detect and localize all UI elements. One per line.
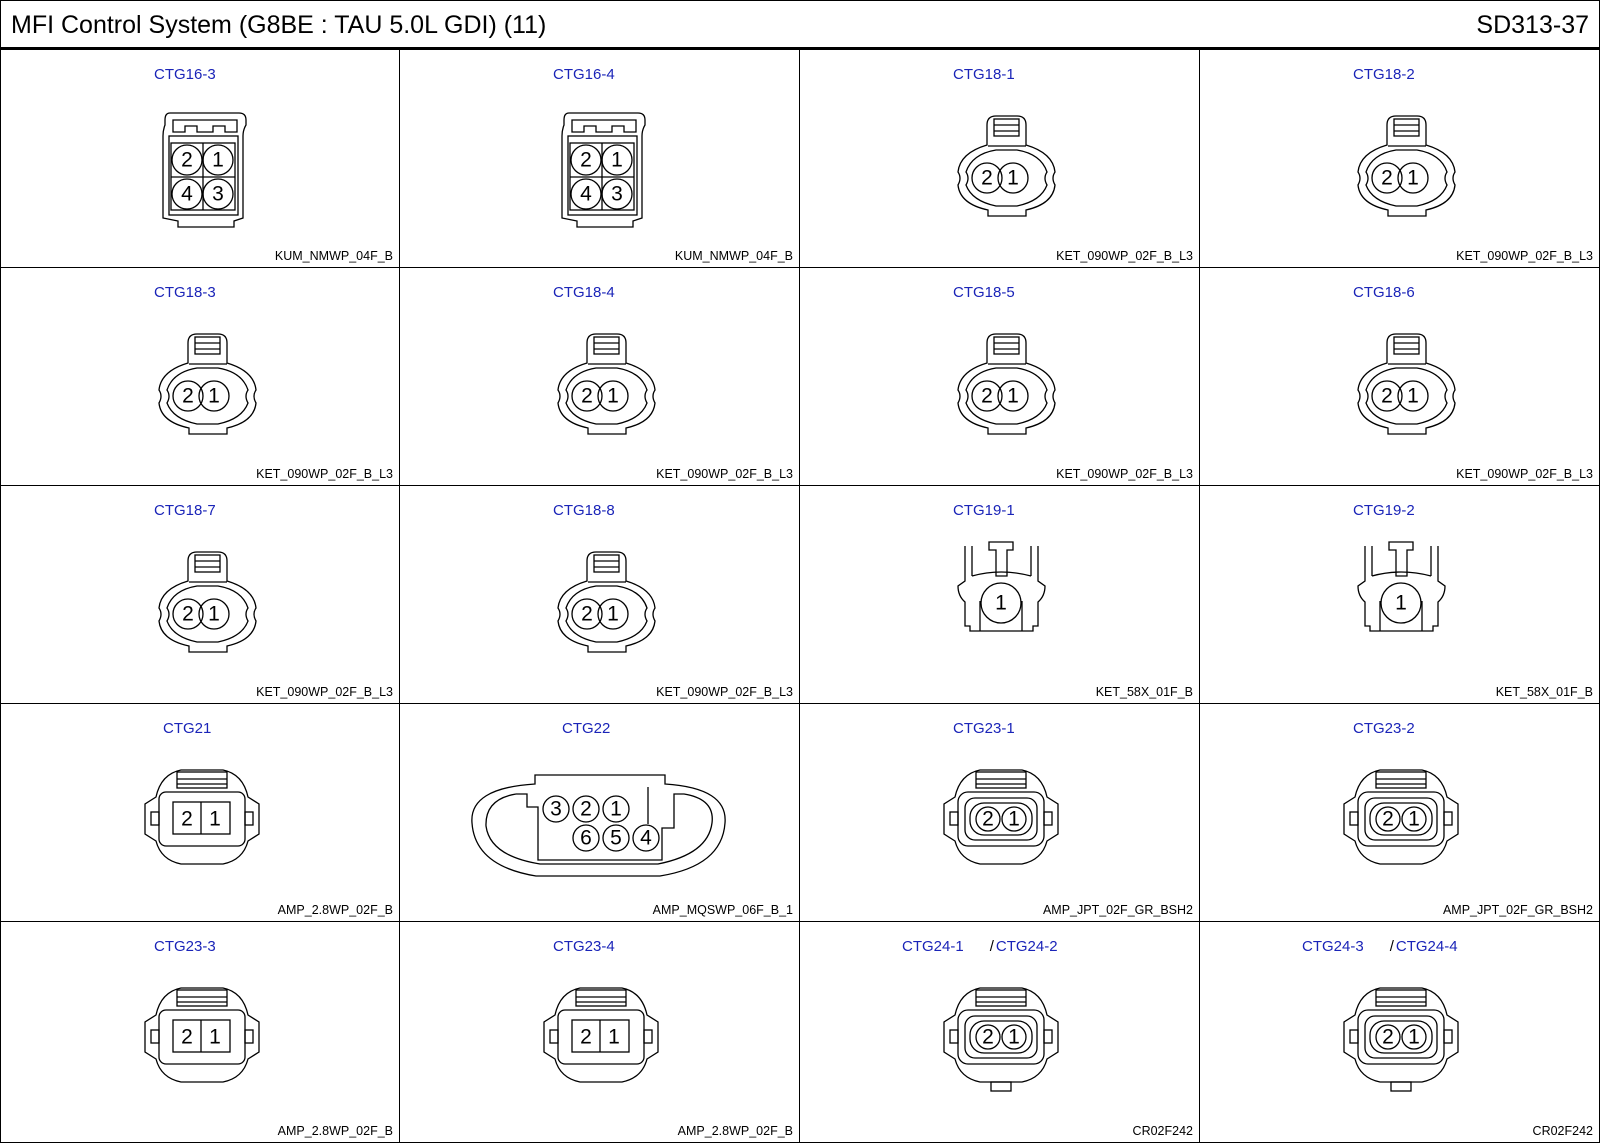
- connector-id: CTG18-7: [154, 502, 216, 519]
- connector-id-alt: CTG24-4: [1395, 938, 1458, 955]
- connector-part-number: KET_090WP_02F_B_L3: [256, 467, 393, 481]
- cr-2pin-connector-icon: [1200, 922, 1600, 1140]
- connector-id: CTG23-3: [154, 938, 216, 955]
- connector-cell: [800, 50, 1200, 268]
- connector-cell: [1200, 486, 1600, 704]
- pin-number: 1: [607, 602, 619, 626]
- pin-number: 1: [208, 384, 220, 408]
- id-separator: /: [1389, 938, 1394, 955]
- pin-number: 2: [1381, 166, 1393, 190]
- ket-2pin-oval-connector-icon: [800, 268, 1200, 486]
- connector-cell: [1200, 922, 1600, 1143]
- connector-cell: [400, 50, 800, 268]
- pin-number: 3: [550, 797, 562, 821]
- pin-number: 1: [1407, 166, 1419, 190]
- pin-number: 2: [1382, 1025, 1394, 1049]
- connector-id: CTG16-3: [154, 66, 216, 83]
- ket-2pin-oval-connector-icon: [800, 50, 1200, 268]
- connector-part-number: KET_090WP_02F_B_L3: [656, 685, 793, 699]
- ket-2pin-oval-connector-icon: [1, 486, 400, 704]
- connector-part-number: AMP_JPT_02F_GR_BSH2: [1442, 903, 1593, 917]
- connector-cell: [1200, 268, 1600, 486]
- pin-number: 1: [1008, 807, 1020, 831]
- page-code: SD313-37: [1476, 11, 1589, 39]
- ket-2pin-oval-connector-icon: [1200, 50, 1600, 268]
- connector-cell: [800, 268, 1200, 486]
- pin-number: 1: [1407, 384, 1419, 408]
- connector-id: CTG24-3: [1302, 938, 1364, 955]
- id-separator: /: [989, 938, 994, 955]
- ket-2pin-oval-connector-icon: [400, 268, 800, 486]
- pin-number: 1: [1008, 1025, 1020, 1049]
- pin-number: 2: [181, 807, 193, 831]
- connector-cell: [1200, 704, 1600, 922]
- connector-grid: [0, 50, 1600, 1143]
- pin-number: 2: [581, 602, 593, 626]
- pin-number: 2: [1381, 384, 1393, 408]
- pin-number: 4: [580, 182, 592, 206]
- pin-number: 4: [181, 182, 193, 206]
- pin-number: 2: [182, 384, 194, 408]
- connector-id-alt: CTG24-2: [995, 938, 1058, 955]
- pin-number: 2: [580, 797, 592, 821]
- connector-part-number: KUM_NMWP_04F_B: [274, 249, 393, 263]
- connector-id: CTG19-1: [953, 502, 1015, 519]
- pin-number: 2: [1382, 807, 1394, 831]
- nmwp-4pin-connector-icon: [400, 50, 800, 268]
- ket-2pin-oval-connector-icon: [1, 268, 400, 486]
- pin-number: 2: [982, 807, 994, 831]
- connector-id: CTG23-4: [553, 938, 615, 955]
- connector-part-number: AMP_JPT_02F_GR_BSH2: [1042, 903, 1193, 917]
- connector-id: CTG18-2: [1353, 66, 1415, 83]
- pin-number: 6: [580, 826, 592, 850]
- connector-id: CTG18-3: [154, 284, 216, 301]
- pin-number: 1: [610, 797, 622, 821]
- connector-part-number: AMP_2.8WP_02F_B: [277, 1124, 393, 1138]
- connector-cell: [1200, 50, 1600, 268]
- connector-part-number: KET_090WP_02F_B_L3: [656, 467, 793, 481]
- connector-part-number: AMP_2.8WP_02F_B: [277, 903, 393, 917]
- connector-part-number: CR02F242: [1132, 1124, 1193, 1138]
- pin-number: 1: [1395, 591, 1407, 615]
- pin-number: 2: [182, 602, 194, 626]
- nmwp-4pin-connector-icon: [1, 50, 400, 268]
- pin-number: 2: [181, 148, 193, 172]
- pin-number: 1: [209, 1025, 221, 1049]
- ket-1pin-connector-icon: [1200, 486, 1600, 704]
- connector-cell: [800, 704, 1200, 922]
- connector-id: CTG16-4: [553, 66, 615, 83]
- pin-number: 2: [581, 384, 593, 408]
- connector-part-number: KUM_NMWP_04F_B: [674, 249, 793, 263]
- connector-cell: [400, 268, 800, 486]
- amp-jpt-2pin-connector-icon: [1200, 704, 1600, 922]
- page-title: MFI Control System (G8BE : TAU 5.0L GDI) (11): [11, 11, 547, 39]
- pin-number: 3: [212, 182, 224, 206]
- pin-number: 1: [208, 602, 220, 626]
- connector-cell: [0, 50, 400, 268]
- connector-id: CTG18-6: [1353, 284, 1415, 301]
- pin-number: 2: [981, 166, 993, 190]
- pin-number: 1: [1408, 807, 1420, 831]
- connector-part-number: KET_090WP_02F_B_L3: [1456, 467, 1593, 481]
- pin-number: 1: [611, 148, 623, 172]
- connector-part-number: KET_090WP_02F_B_L3: [256, 685, 393, 699]
- amp-2pin-square-connector-icon: [1, 704, 400, 922]
- connector-part-number: CR02F242: [1532, 1124, 1593, 1138]
- connector-part-number: KET_58X_01F_B: [1495, 685, 1593, 699]
- pin-number: 2: [181, 1025, 193, 1049]
- pin-number: 2: [982, 1025, 994, 1049]
- connector-cell: [0, 704, 400, 922]
- connector-id: CTG24-1: [902, 938, 964, 955]
- pin-number: 1: [1007, 384, 1019, 408]
- ket-2pin-oval-connector-icon: [1200, 268, 1600, 486]
- connector-part-number: KET_090WP_02F_B_L3: [1056, 467, 1193, 481]
- pin-number: 3: [611, 182, 623, 206]
- connector-part-number: KET_090WP_02F_B_L3: [1056, 249, 1193, 263]
- connector-cell: [400, 704, 800, 922]
- pin-number: 1: [608, 1025, 620, 1049]
- pin-number: 1: [209, 807, 221, 831]
- connector-cell: [400, 922, 800, 1143]
- amp-jpt-2pin-connector-icon: [800, 704, 1200, 922]
- connector-part-number: KET_090WP_02F_B_L3: [1456, 249, 1593, 263]
- connector-cell: [0, 268, 400, 486]
- connector-id: CTG18-1: [953, 66, 1015, 83]
- connector-id: CTG18-8: [553, 502, 615, 519]
- pin-number: 2: [981, 384, 993, 408]
- connector-cell: [400, 486, 800, 704]
- connector-id: CTG22: [562, 720, 611, 737]
- pin-number: 1: [1408, 1025, 1420, 1049]
- connector-id: CTG19-2: [1353, 502, 1415, 519]
- pin-number: 1: [212, 148, 224, 172]
- amp-6pin-connector-icon: [400, 704, 800, 922]
- connector-cell: [0, 486, 400, 704]
- pin-number: 1: [607, 384, 619, 408]
- connector-id: CTG21: [163, 720, 212, 737]
- connector-part-number: AMP_2.8WP_02F_B: [677, 1124, 793, 1138]
- connector-cell: [800, 922, 1200, 1143]
- connector-cell: [0, 922, 400, 1143]
- pin-number: 2: [580, 148, 592, 172]
- pin-number: 5: [610, 826, 622, 850]
- amp-2pin-square-connector-icon: [400, 922, 800, 1140]
- pin-number: 1: [1007, 166, 1019, 190]
- connector-part-number: KET_58X_01F_B: [1095, 685, 1193, 699]
- connector-cell: [800, 486, 1200, 704]
- connector-id: CTG18-4: [553, 284, 615, 301]
- page-header: [0, 0, 1600, 50]
- pin-number: 2: [580, 1025, 592, 1049]
- cr-2pin-connector-icon: [800, 922, 1200, 1140]
- connector-part-number: AMP_MQSWP_06F_B_1: [652, 903, 793, 917]
- connector-id: CTG23-2: [1353, 720, 1415, 737]
- amp-2pin-square-connector-icon: [1, 922, 400, 1140]
- pin-number: 4: [640, 826, 652, 850]
- ket-2pin-oval-connector-icon: [400, 486, 800, 704]
- connector-id: CTG23-1: [953, 720, 1015, 737]
- pin-number: 1: [995, 591, 1007, 615]
- ket-1pin-connector-icon: [800, 486, 1200, 704]
- connector-id: CTG18-5: [953, 284, 1015, 301]
